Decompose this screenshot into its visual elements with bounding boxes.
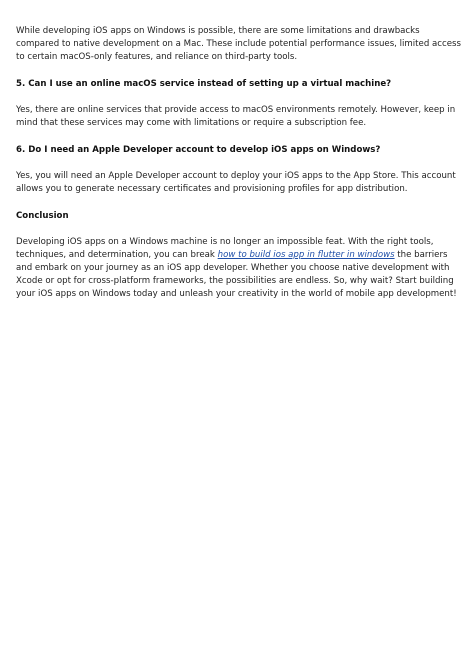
conclusion-text-before: Developing iOS apps on a Windows machine is no longer an impossible feat. With the right tools, techniques, and determination, you can break bbox=[16, 237, 434, 260]
intro-paragraph: While developing iOS apps on Windows is possible, there are some limitations and drawbacks compared to native development on a Mac. These include potential performance issues, limited access to certain macOS-only features, and reliance on third-party tools. bbox=[16, 26, 461, 62]
conclusion-text-after: the barriers and embark on your journey as an iOS app developer. Whether you choose native development with Xcode or opt for cross-platform frameworks, the possibilities are endless. So, why wait? Start building your iOS apps on Windows today and unleash your creativity in the world of mobile app development! bbox=[16, 250, 457, 299]
faq-6-heading: 6. Do I need an Apple Developer account to develop iOS apps on Windows? bbox=[16, 145, 381, 155]
faq-6-answer: Yes, you will need an Apple Developer account to deploy your iOS apps to the App Store. This account allows you to generate necessary certificates and provisioning profiles for app distribution. bbox=[16, 171, 456, 194]
conclusion-heading: Conclusion bbox=[16, 211, 69, 221]
document-page bbox=[16, 25, 462, 315]
conclusion-paragraph bbox=[16, 236, 462, 301]
flutter-windows-link[interactable]: how to build ios app in flutter in windows bbox=[217, 250, 395, 260]
faq-5-answer: Yes, there are online services that provide access to macOS environments remotely. However, keep in mind that these services may come with limitations or require a subscription fee. bbox=[16, 105, 456, 128]
faq-5-heading: 5. Can I use an online macOS service instead of setting up a virtual machine? bbox=[16, 79, 392, 89]
